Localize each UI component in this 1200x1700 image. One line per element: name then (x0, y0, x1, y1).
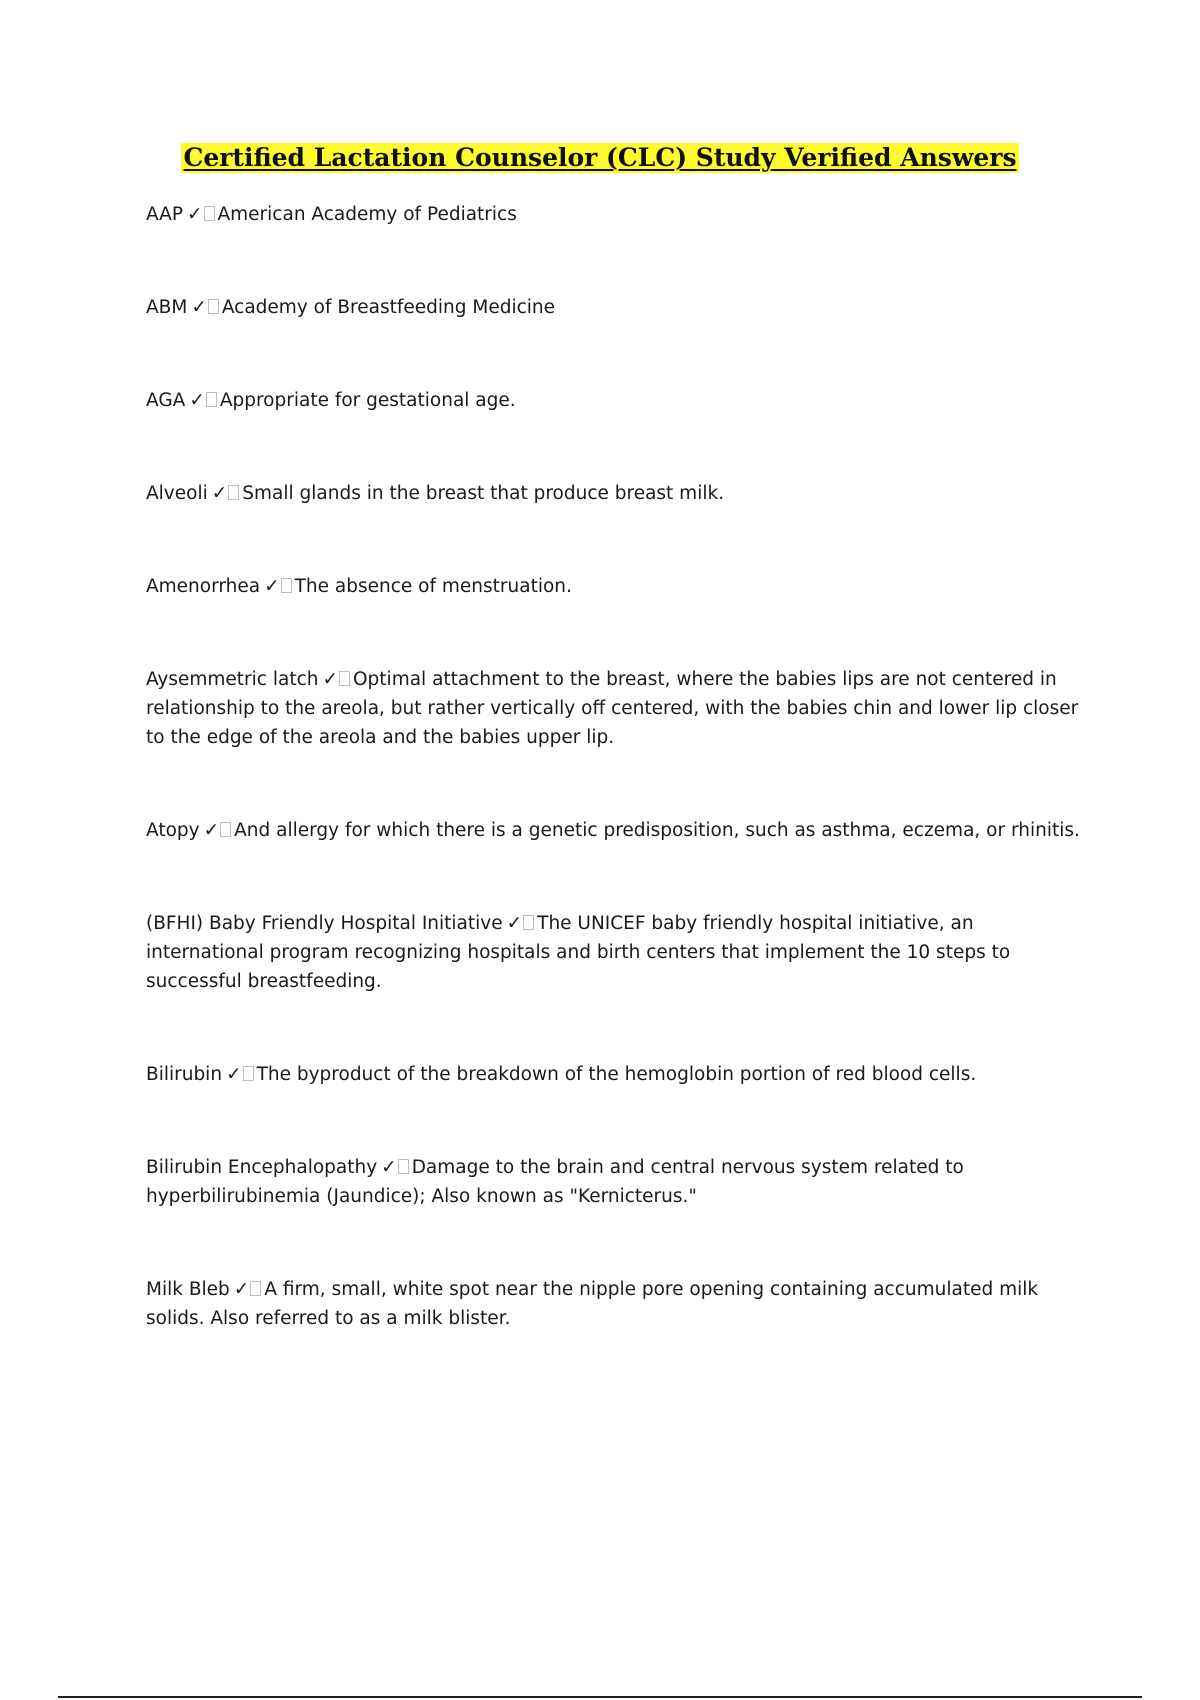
definition-text: Small glands in the breast that produce breast milk. (242, 483, 725, 504)
term-text: (BFHI) Baby Friendly Hospital Initiative (146, 913, 503, 934)
term-text: AAP (146, 204, 183, 225)
definition-text: Academy of Breastfeeding Medicine (221, 297, 556, 318)
term-text: Atopy (146, 820, 200, 841)
checkbox-glyph-icon (206, 392, 217, 407)
checkbox-glyph-icon (250, 1281, 261, 1296)
checkbox-glyph-icon (523, 915, 534, 930)
list-item (146, 665, 1086, 752)
term-text: AGA (146, 390, 186, 411)
document-title: Certified Lactation Counselor (CLC) Study Verified Answers (183, 143, 1017, 172)
term-text: ABM (146, 297, 188, 318)
checkmark-icon: ✓ (189, 390, 205, 411)
list-item (146, 816, 1086, 845)
checkbox-glyph-icon (208, 299, 219, 314)
term-text: Amenorrhea (146, 576, 261, 597)
checkmark-icon: ✓ (186, 204, 203, 225)
checkmark-icon: ✓ (381, 1157, 397, 1178)
checkbox-glyph-icon (339, 671, 350, 686)
list-item (146, 572, 1086, 601)
definition-text: American Academy of Pediatrics (217, 204, 517, 225)
definition-text: The absence of menstruation. (294, 576, 572, 597)
checkbox-glyph-icon (204, 206, 215, 221)
list-item (146, 479, 1086, 508)
definition-text: Appropriate for gestational age. (219, 390, 516, 411)
footer-divider (58, 1696, 1142, 1698)
checkmark-icon: ✓ (191, 297, 207, 318)
checkmark-icon: ✓ (203, 820, 220, 841)
definition-text: Damage to the brain and central nervous system related to hyperbilirubinemia (Jaundice); Also known as "Kernicterus." (146, 1157, 964, 1207)
checkbox-glyph-icon (243, 1066, 254, 1081)
definition-text: The byproduct of the breakdown of the hemoglobin portion of red blood cells. (256, 1064, 977, 1085)
checkmark-icon: ✓ (322, 669, 338, 690)
checkmark-icon: ✓ (226, 1064, 242, 1085)
checkbox-glyph-icon (281, 578, 292, 593)
term-text: Alveoli (146, 483, 208, 504)
term-text: Bilirubin Encephalopathy (146, 1157, 378, 1178)
checkmark-icon: ✓ (264, 576, 280, 597)
checkbox-glyph-icon (228, 485, 239, 500)
list-item (146, 1153, 1086, 1211)
list-item (146, 1060, 1086, 1089)
list-item (146, 293, 1086, 322)
flashcard-list (146, 200, 1086, 1397)
definition-text: And allergy for which there is a genetic predisposition, such as asthma, eczema, or rhinitis. (234, 820, 1080, 841)
term-text: Bilirubin (146, 1064, 223, 1085)
list-item (146, 200, 1086, 229)
list-item (146, 386, 1086, 415)
definition-text: Optimal attachment to the breast, where the babies lips are not centered in relationship to the areola, but rather vertically off centered, with the babies chin and lower lip closer to the edge of the areola and the babies upper lip. (146, 669, 1079, 748)
checkmark-icon: ✓ (506, 913, 523, 934)
checkmark-icon: ✓ (233, 1279, 250, 1300)
term-text: Aysemmetric latch (146, 669, 319, 690)
list-item (146, 909, 1086, 996)
term-text: Milk Bleb (146, 1279, 230, 1300)
title-container (0, 143, 1200, 173)
definition-text: The UNICEF baby friendly hospital initiative, an international program recognizing hospitals and birth centers that implement the 10 steps to successful breastfeeding. (146, 913, 1011, 992)
checkbox-glyph-icon (220, 822, 231, 837)
definition-text: A firm, small, white spot near the nipple pore opening containing accumulated milk solids. Also referred to as a milk blister. (146, 1279, 1039, 1329)
checkbox-glyph-icon (398, 1159, 409, 1174)
list-item (146, 1275, 1086, 1333)
checkmark-icon: ✓ (211, 483, 228, 504)
